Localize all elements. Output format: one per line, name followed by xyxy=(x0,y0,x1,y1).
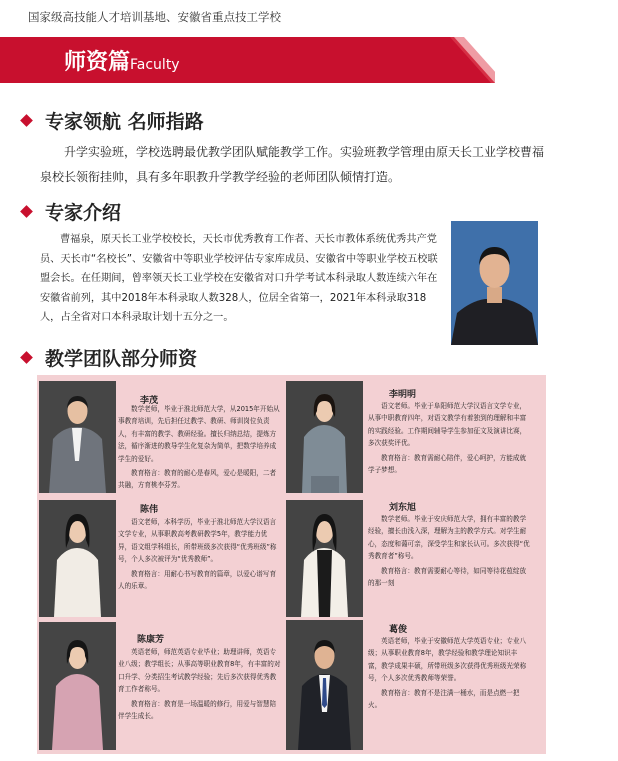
section-heading-team xyxy=(22,344,197,371)
teacher-bio-text: 语文老师。毕业于阜阳师范大学汉语言文学专业，从事中职教育四年，对语文教学有着独到的理解和丰富的实践经验。工作期间辅导学生参加征文及演讲比赛，多次获奖评优。 xyxy=(368,402,527,448)
intro-paragraph: 升学实验班，学校选聘最优教学团队赋能教学工作。实验班教学管理由原天长工业学校曹福泉校长领衔挂帅，具有多年职教升学教学经验的老师团队倾情打造。 xyxy=(40,145,545,184)
faculty-banner xyxy=(0,37,495,83)
teacher-photo-chen-wei xyxy=(39,500,116,617)
banner-title-cn: 师资篇 xyxy=(64,50,131,75)
teacher-bio-li-mingming xyxy=(368,400,530,476)
expert-paragraph: 曹福泉，原天长工业学校校长，天长市优秀教育工作者、天长市教体系统优秀共产党员、天长市“名校长”、安徽省中等职业学校评估专家库成员、安徽省中等职业学校五校联盟会长。在任期间，曾率领天长工业学校在安徽省对口升学考试本科录取人数连续六年在安徽省前列，其中2018年本科录取人数328人，位居全省第一，2021年本科录取318人，占全省对口本科录取计划十五分之一。 xyxy=(40,234,438,323)
section-heading-leadership xyxy=(22,107,204,134)
teacher-name-liu-dongxu: 刘东旭 xyxy=(389,503,417,513)
teacher-motto: 教育格言：教育不是注满一桶水，而是点燃一把火。 xyxy=(368,688,520,710)
diamond-icon xyxy=(20,114,33,127)
teacher-bio-chen-wei xyxy=(118,516,280,592)
diamond-icon xyxy=(20,205,33,218)
section-heading-expert xyxy=(22,198,121,225)
teacher-motto: 教育格言：教育的耐心是春风，爱心是暖阳，二者共融，方育桃李芬芳。 xyxy=(118,469,277,490)
section-title: 专家介绍 xyxy=(45,202,122,224)
banner-title xyxy=(64,45,180,76)
teacher-bio-text: 数学老师，毕业于淮北师范大学，从2015年开始从事教育培训，先后担任过教学、教研、师训岗位负责人，有丰富的教学、教研经验。擅长归纳总结，提炼方法，循序渐进的教导学生化复杂为简单，把数学培养成学生的爱好。 xyxy=(118,405,280,463)
teacher-name-li-mingming: 李明明 xyxy=(389,390,417,400)
teacher-bio-li-mao xyxy=(118,403,280,492)
teacher-bio-liu-dongxu xyxy=(368,513,530,589)
teacher-bio-text: 英语老师，毕业于安徽师范大学英语专业；专业八级；从事职业教育8年，教学经验和教学理论知识丰富，教学成果丰硕，所带班级多次获得优秀班级光荣称号，个人多次优秀教师等荣誉。 xyxy=(368,637,527,683)
teacher-name-chen-kangfang: 陈康芳 xyxy=(137,635,165,645)
teacher-bio-text: 英语老师，师范英语专业毕业；助理讲师，英语专业八级；教学组长；从事高等职业教育8年，有丰富的对口升学、分类招生考试教学经验；先后多次获得优秀教育工作者称号。 xyxy=(118,648,281,694)
teacher-bio-ge-jun xyxy=(368,635,530,711)
section-title: 教学团队部分师资 xyxy=(45,348,198,370)
teacher-bio-chen-kangfang xyxy=(118,646,282,722)
teacher-name-li-mao: 李茂 xyxy=(140,396,159,406)
banner-title-en: Faculty xyxy=(130,57,180,73)
teacher-motto: 教育格言：教育需耐心陪伴，爱心呵护，方能成就学子梦想。 xyxy=(368,453,527,475)
teacher-name-chen-wei: 陈伟 xyxy=(140,505,159,515)
teacher-photo-li-mao xyxy=(39,381,116,493)
teacher-bio-text: 数学老师。毕业于安庆师范大学，拥有丰富的教学经验，擅长由浅入深，理解为主的教学方式。对学生耐心，态度和蔼可亲，深受学生和家长认可。多次获得“优秀教育者”称号。 xyxy=(368,515,530,561)
expert-portrait-image xyxy=(451,221,538,345)
section-title: 专家领航 名师指路 xyxy=(45,111,204,133)
diamond-icon xyxy=(20,351,33,364)
teacher-photo-liu-dongxu xyxy=(286,500,363,617)
teacher-photo-chen-kangfang xyxy=(39,622,116,750)
teacher-photo-li-mingming xyxy=(286,381,363,493)
teacher-name-ge-jun: 葛俊 xyxy=(389,625,408,635)
teacher-motto: 教育格言：用耐心书写教育的篇章，以爱心谱写育人的乐章。 xyxy=(118,569,277,591)
school-tagline: 国家级高技能人才培训基地、安徽省重点技工学校 xyxy=(28,10,281,24)
teacher-photo-ge-jun xyxy=(286,620,363,750)
teacher-bio-text: 语文老师，本科学历，毕业于淮北师范大学汉语言文学专业，从事职教高考教研教学5年，教学能力优异，语文组学科组长，所带班级多次获得“优秀班级”称号，个人多次被评为“优秀教师”。 xyxy=(118,518,277,564)
teacher-motto: 教育格言：教育需要耐心等待，如同等待花苞绽放的那一刻 xyxy=(368,566,527,588)
expert-photo xyxy=(451,221,538,345)
teacher-motto: 教育格言：教育是一场温暖的修行，用爱与智慧陪伴学生成长。 xyxy=(118,699,277,721)
